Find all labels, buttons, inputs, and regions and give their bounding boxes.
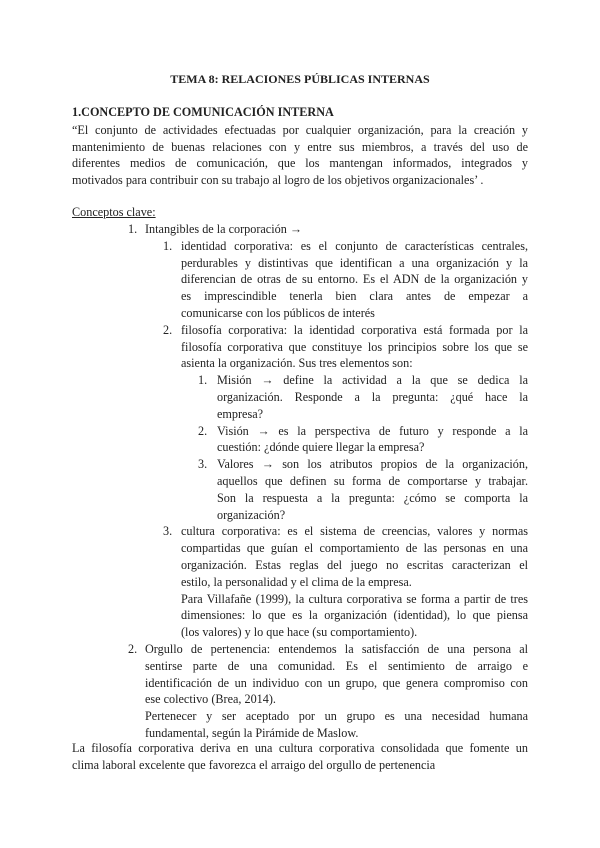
text-line: es imprescindible tenerla bien clara antes de empezar a [181,289,528,304]
text-line: Visión → es la perspectiva de futuro y responde a la [217,423,528,438]
list-item-text [181,591,528,641]
text-line: identidad corporativa: es el conjunto de características centrales, [181,238,528,253]
text-line: organización. Responde a la pregunta: ¿qué hace la [217,389,528,404]
list-item [0,221,600,238]
text-line: perdurables y distintivas que identifican a una organización y la [181,255,528,270]
list-item [0,456,600,523]
text-line: ese colectivo (Brea, 2014). [145,692,276,707]
list-number: 2. [198,423,208,438]
list-item-text [181,322,528,372]
text-line: organización? [217,507,286,522]
list-number: 2. [128,641,138,656]
text-line: Pertenecer y ser aceptado por un grupo es una necesidad humana [145,709,528,724]
text-line: “El conjunto de actividades efectuadas por cualquier organización, para la creación y [72,123,528,137]
list-number: 3. [198,457,208,472]
text-line: cuestión: ¿dónde quiere llegar la empresa? [217,440,425,455]
list-item [0,238,600,322]
text-line: filosofía corporativa que constituye los principios sobre los que se [181,339,528,354]
text-line: organización. Estas reglas del juego no escritas caracterizan el [181,557,528,572]
list-item-note [0,591,600,641]
text-line: Para Villafañe (1999), la cultura corporativa se forma a partir de tres [181,591,528,606]
text-line: Son la respuesta a la pregunta: ¿cómo se comporta la [217,490,528,505]
text-line: estilo, la personalidad y el clima de la empresa. [181,574,412,589]
document-title: TEMA 8: RELACIONES PÚBLICAS INTERNAS [170,72,430,86]
text-line: diferentes medios de comunicación, que los mantengan informados, integrados y [72,156,528,171]
text-line: asienta la organización. Sus tres elementos son: [181,356,413,371]
list-item-note [0,708,600,742]
text-line: mantenimiento de buenas relaciones con y entre sus miembros, a través del uso de [72,139,528,154]
text-line: identificación de un individuo con un grupo, que genera compromiso con [145,675,528,690]
text-line: filosofía corporativa: la identidad corporativa está formada por la [181,322,528,337]
list-item [0,322,600,372]
list-item-text [217,372,528,422]
list-item-text [217,456,528,523]
text-line: fundamental, según la Pirámide de Maslow. [145,725,359,740]
text-line: clima laboral excelente que favorezca el arraigo del orgullo de pertenencia [72,757,436,772]
list-item [0,372,600,422]
text-line: Intangibles de la corporación → [145,222,303,236]
text-line: La filosofía corporativa deriva en una cultura corporativa consolidada que fomente un [72,741,528,755]
list-item-text [181,523,528,590]
list-item-text [181,238,528,322]
text-line: Orgullo de pertenencia: entendemos la satisfacción de una persona al [145,641,528,656]
key-concepts-label: Conceptos clave: [72,205,156,219]
text-line: Valores → son los atributos propios de la organización, [217,457,528,472]
text-line: diferencian de otras de su entorno. Es el ADN de la organización y [181,272,528,287]
list-item [0,523,600,590]
list-number: 2. [163,322,173,337]
list-item [0,641,600,708]
closing-paragraph [72,740,528,773]
text-line: (los valores) y lo que hace (su comportamiento). [181,625,418,640]
list-item-text [145,221,528,238]
definition-quote [72,122,528,188]
list-number: 1. [128,222,138,236]
section-heading: 1.CONCEPTO DE COMUNICACIÓN INTERNA [72,105,334,119]
text-line: compartidas que guían el comportamiento de las personas en una [181,541,528,556]
text-line: Misión → define la actividad a la que se dedica la [217,373,528,388]
text-line: comunicarse con los públicos de interés [181,305,375,320]
list-item [0,423,600,457]
list-number: 1. [163,238,173,253]
list-item-text [145,641,528,708]
list-item-text [145,708,528,742]
text-line: empresa? [217,406,264,421]
concepts-list [0,221,600,742]
text-line: aquellos que definen su forma de comportarse y trabajar. [217,473,528,488]
list-number: 3. [163,524,173,539]
text-line: cultura corporativa: es el sistema de creencias, valores y normas [181,524,528,539]
list-item-text [217,423,528,457]
text-line: sentirse parte de una comunidad. Es el sentimiento de arraigo e [145,658,528,673]
text-line: dimensiones: lo que es la organización (identidad), lo que piensa [181,608,528,623]
text-line: motivados para contribuir con su trabajo al logro de los objetivos organizacionales’ . [72,172,484,187]
list-number: 1. [198,373,208,388]
